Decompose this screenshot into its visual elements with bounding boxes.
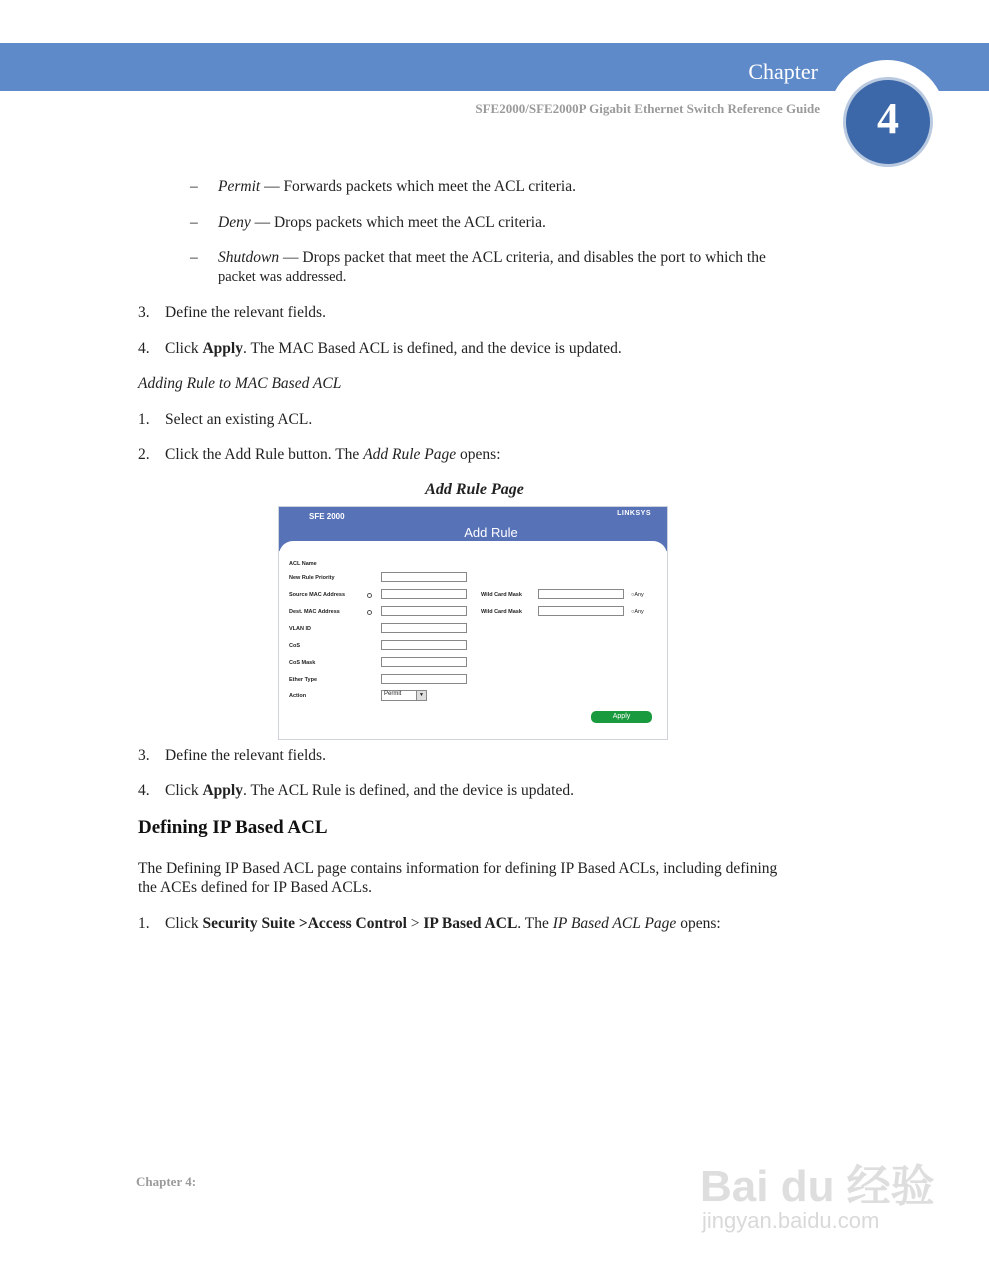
any-label: Any bbox=[634, 609, 644, 615]
section-para-line1: The Defining IP Based ACL page contains information for defining IP Based ACLs, including defining bbox=[138, 860, 778, 877]
dst-wildcard-input[interactable] bbox=[538, 606, 624, 616]
guide-title: SFE2000/SFE2000P Gigabit Ethernet Switch Reference Guide bbox=[475, 101, 820, 116]
bullet-dash: – bbox=[190, 214, 198, 231]
step-post: . The bbox=[517, 915, 553, 932]
apply-button[interactable]: Apply bbox=[591, 711, 652, 723]
priority-label: New Rule Priority bbox=[289, 575, 335, 581]
step-number: 3. bbox=[138, 747, 150, 764]
vlan-label: VLAN ID bbox=[289, 626, 311, 632]
src-wildcard-label: Wild Card Mask bbox=[481, 592, 522, 598]
bullet-dash: – bbox=[190, 249, 198, 266]
bullet-term: Permit bbox=[218, 178, 261, 195]
footer-chapter: Chapter 4: bbox=[136, 1174, 197, 1189]
step-text bbox=[165, 446, 501, 464]
any-label: Any bbox=[634, 592, 644, 598]
step-number: 4. bbox=[138, 340, 150, 357]
bullet-dash: – bbox=[190, 178, 198, 195]
src-wildcard-input[interactable] bbox=[538, 589, 624, 599]
cos-mask-input[interactable] bbox=[381, 657, 467, 667]
src-mac-input[interactable] bbox=[381, 589, 467, 599]
action-select[interactable] bbox=[381, 690, 427, 701]
bullet-shutdown bbox=[218, 249, 766, 267]
acl-name-label: ACL Name bbox=[289, 561, 317, 567]
chapter-number: 4 bbox=[877, 94, 899, 143]
watermark-url: jingyan.baidu.com bbox=[702, 1208, 880, 1233]
step-italic: Add Rule Page bbox=[363, 446, 457, 463]
subheading: Adding Rule to MAC Based ACL bbox=[138, 375, 342, 392]
section-para-line2: the ACEs defined for IP Based ACLs. bbox=[138, 879, 373, 896]
bullet-text-cont: packet was addressed. bbox=[218, 269, 347, 285]
step-pre: Click the Add Rule button. The bbox=[165, 446, 364, 463]
step-text: Define the relevant fields. bbox=[165, 304, 326, 321]
step-text bbox=[165, 340, 622, 358]
bullet-text: — Forwards packets which meet the ACL criteria. bbox=[260, 178, 576, 195]
cos-label: CoS bbox=[289, 643, 300, 649]
section-heading: Defining IP Based ACL bbox=[138, 817, 328, 838]
cos-mask-label: CoS Mask bbox=[289, 660, 316, 666]
chapter-label: Chapter bbox=[748, 59, 818, 84]
ether-type-label: Ether Type bbox=[289, 677, 318, 683]
bullet-deny bbox=[218, 214, 546, 232]
dst-mac-label: Dest. MAC Address bbox=[289, 609, 340, 615]
step-number: 2. bbox=[138, 446, 150, 463]
priority-input[interactable] bbox=[381, 572, 467, 582]
src-mac-label: Source MAC Address bbox=[289, 592, 346, 598]
step-post: opens: bbox=[456, 446, 501, 463]
dst-mac-radio[interactable] bbox=[367, 610, 372, 615]
step-post: . The ACL Rule is defined, and the device is updated. bbox=[242, 782, 574, 799]
dst-mac-input[interactable] bbox=[381, 606, 467, 616]
action-value: Permit bbox=[384, 691, 402, 697]
src-any-radio[interactable]: ○Any bbox=[631, 592, 644, 598]
step-text: Define the relevant fields. bbox=[165, 747, 326, 764]
step-number: 4. bbox=[138, 782, 150, 799]
action-label: Action bbox=[289, 693, 307, 699]
step-bold: Security Suite >Access Control bbox=[202, 915, 407, 932]
step-post: . The MAC Based ACL is defined, and the device is updated. bbox=[242, 340, 622, 357]
src-mac-radio[interactable] bbox=[367, 593, 372, 598]
vlan-input[interactable] bbox=[381, 623, 467, 633]
step-text bbox=[165, 915, 721, 933]
step-post: opens: bbox=[676, 915, 721, 932]
step-pre: Click bbox=[165, 340, 203, 357]
bullet-permit bbox=[218, 178, 576, 196]
bullet-text: — Drops packet that meet the ACL criteria, and disables the port to which the bbox=[279, 249, 766, 266]
bullet-term: Deny bbox=[218, 214, 251, 231]
watermark-logo: Bai du 经验 bbox=[700, 1162, 935, 1211]
step-number: 1. bbox=[138, 915, 150, 932]
add-rule-screenshot bbox=[278, 506, 668, 740]
ether-type-input[interactable] bbox=[381, 674, 467, 684]
product-label: SFE 2000 bbox=[309, 512, 345, 521]
step-bold: Apply bbox=[202, 340, 243, 357]
step-pre: Click bbox=[165, 782, 203, 799]
bullet-term: Shutdown bbox=[218, 249, 280, 266]
screenshot-title: Add Rule bbox=[464, 525, 518, 540]
step-text bbox=[165, 782, 574, 800]
cos-input[interactable] bbox=[381, 640, 467, 650]
step-number: 3. bbox=[138, 304, 150, 321]
step-number: 1. bbox=[138, 411, 150, 428]
step-bold: IP Based ACL bbox=[423, 915, 518, 932]
dst-any-radio[interactable]: ○Any bbox=[631, 609, 644, 615]
step-bold: Apply bbox=[202, 782, 243, 799]
dst-wildcard-label: Wild Card Mask bbox=[481, 609, 522, 615]
step-italic: IP Based ACL Page bbox=[552, 915, 677, 932]
chevron-down-icon: ▼ bbox=[416, 691, 426, 700]
step-mid: > bbox=[406, 915, 424, 932]
step-pre: Click bbox=[165, 915, 203, 932]
figure-caption: Add Rule Page bbox=[425, 481, 524, 498]
brand-logo: LINKSYS bbox=[617, 510, 651, 517]
step-text: Select an existing ACL. bbox=[165, 411, 313, 428]
bullet-text: — Drops packets which meet the ACL criteria. bbox=[250, 214, 546, 231]
